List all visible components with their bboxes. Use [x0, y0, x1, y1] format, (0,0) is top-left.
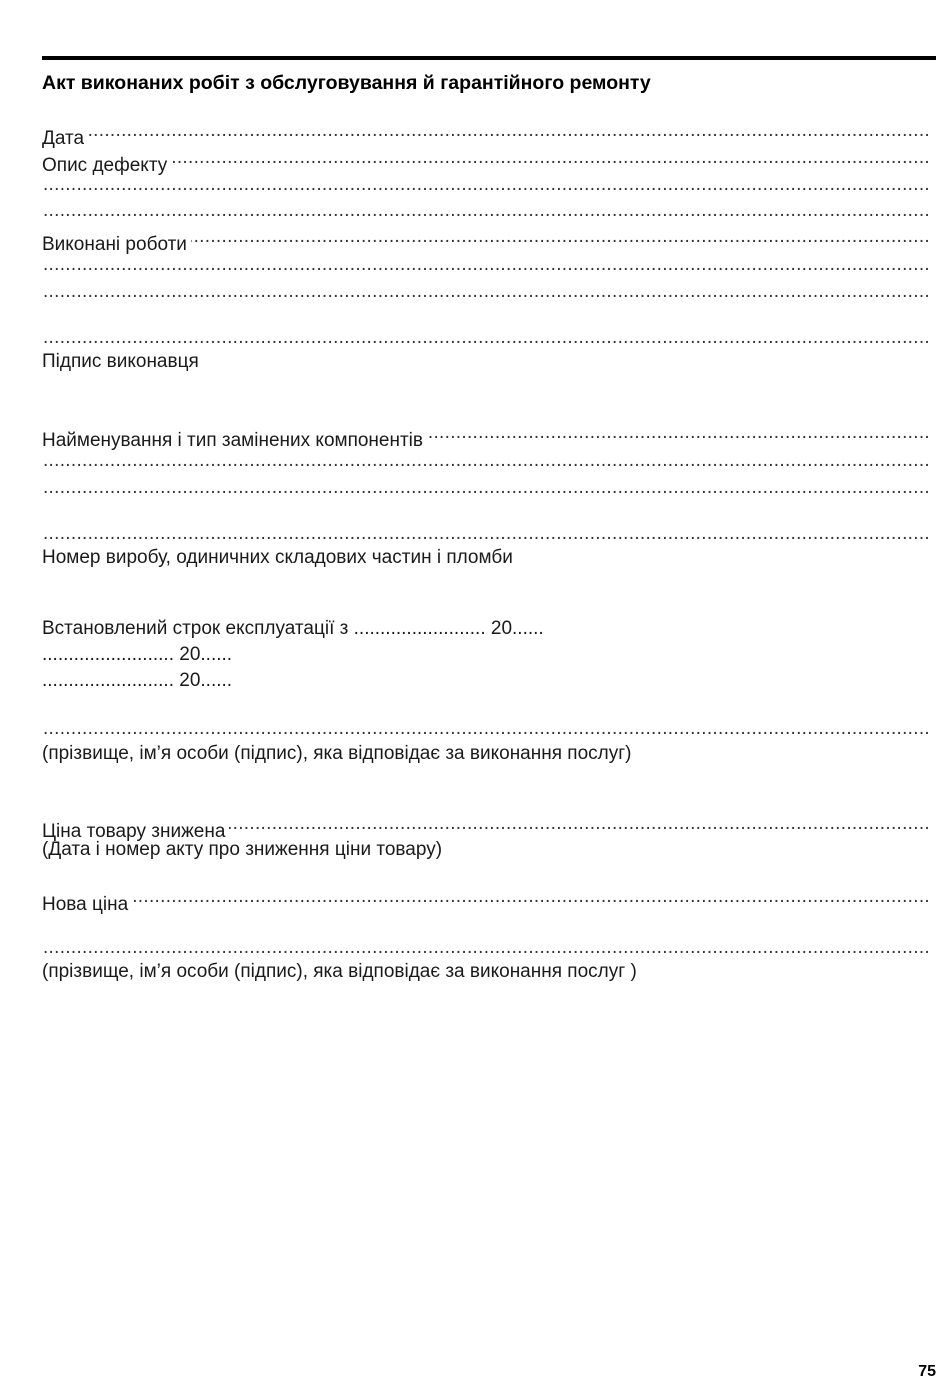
- components-field-continuation[interactable]: [42, 448, 930, 474]
- components-dotted-line: [42, 475, 930, 501]
- price-reduced-field[interactable]: [42, 811, 930, 842]
- date-field[interactable]: [42, 118, 930, 149]
- price-reduced-label: Ціна товару знижена: [42, 821, 226, 842]
- defect-dotted-line: [42, 198, 930, 224]
- components-dotted-line: [427, 420, 930, 446]
- work-dotted-line: [42, 325, 930, 351]
- components-field-continuation[interactable]: [42, 521, 930, 547]
- page-number: 75: [918, 1363, 936, 1380]
- service-life-line: ......................... 20......: [42, 644, 233, 665]
- top-rule: [42, 56, 936, 60]
- price-reduced-caption: (Дата і номер акту про зниження ціни товару): [42, 839, 443, 860]
- components-label: Найменування і тип замінених компонентів: [42, 430, 423, 451]
- defect-label: Опис дефекту: [42, 155, 168, 176]
- work-field-continuation[interactable]: [42, 279, 930, 305]
- responsible-dotted-line: [42, 716, 930, 742]
- defect-field[interactable]: [42, 145, 930, 176]
- components-field-continuation[interactable]: [42, 475, 930, 501]
- defect-field-continuation[interactable]: [42, 172, 930, 198]
- service-life-line: ......................... 20......: [42, 670, 233, 691]
- date-dotted-line: [88, 118, 930, 144]
- work-label: Виконані роботи: [42, 234, 187, 255]
- work-field[interactable]: [42, 224, 930, 255]
- new-price-field[interactable]: [42, 884, 930, 915]
- signature-label: Підпис виконавця: [42, 351, 199, 372]
- serial-number-label: Номер виробу, одиничних складових частин і пломби: [42, 547, 513, 568]
- responsible-caption: (прізвище, ім’я особи (підпис), яка відповідає за виконання послуг): [42, 743, 632, 764]
- work-field-continuation[interactable]: [42, 325, 930, 351]
- components-field[interactable]: [42, 420, 930, 451]
- price-reduced-dotted-line: [229, 811, 930, 837]
- responsible-caption: (прізвище, ім’я особи (підпис), яка відповідає за виконання послуг ): [42, 961, 637, 982]
- components-dotted-line: [42, 521, 930, 547]
- work-dotted-line: [191, 224, 930, 250]
- responsible-signature-line[interactable]: [42, 935, 930, 961]
- document-title: Акт виконаних робіт з обслуговування й гарантійного ремонту: [42, 72, 651, 94]
- work-field-continuation[interactable]: [42, 252, 930, 278]
- service-life-line: Встановлений строк експлуатації з ......................... 20......: [42, 618, 544, 639]
- defect-dotted-line: [42, 172, 930, 198]
- work-dotted-line: [42, 279, 930, 305]
- new-price-dotted-line: [132, 884, 930, 910]
- components-dotted-line: [42, 448, 930, 474]
- defect-field-continuation[interactable]: [42, 198, 930, 224]
- work-dotted-line: [42, 252, 930, 278]
- date-label: Дата: [42, 128, 85, 149]
- responsible-dotted-line: [42, 935, 930, 961]
- responsible-signature-line[interactable]: [42, 716, 930, 742]
- new-price-label: Нова ціна: [42, 894, 129, 915]
- defect-dotted-line: [171, 145, 930, 171]
